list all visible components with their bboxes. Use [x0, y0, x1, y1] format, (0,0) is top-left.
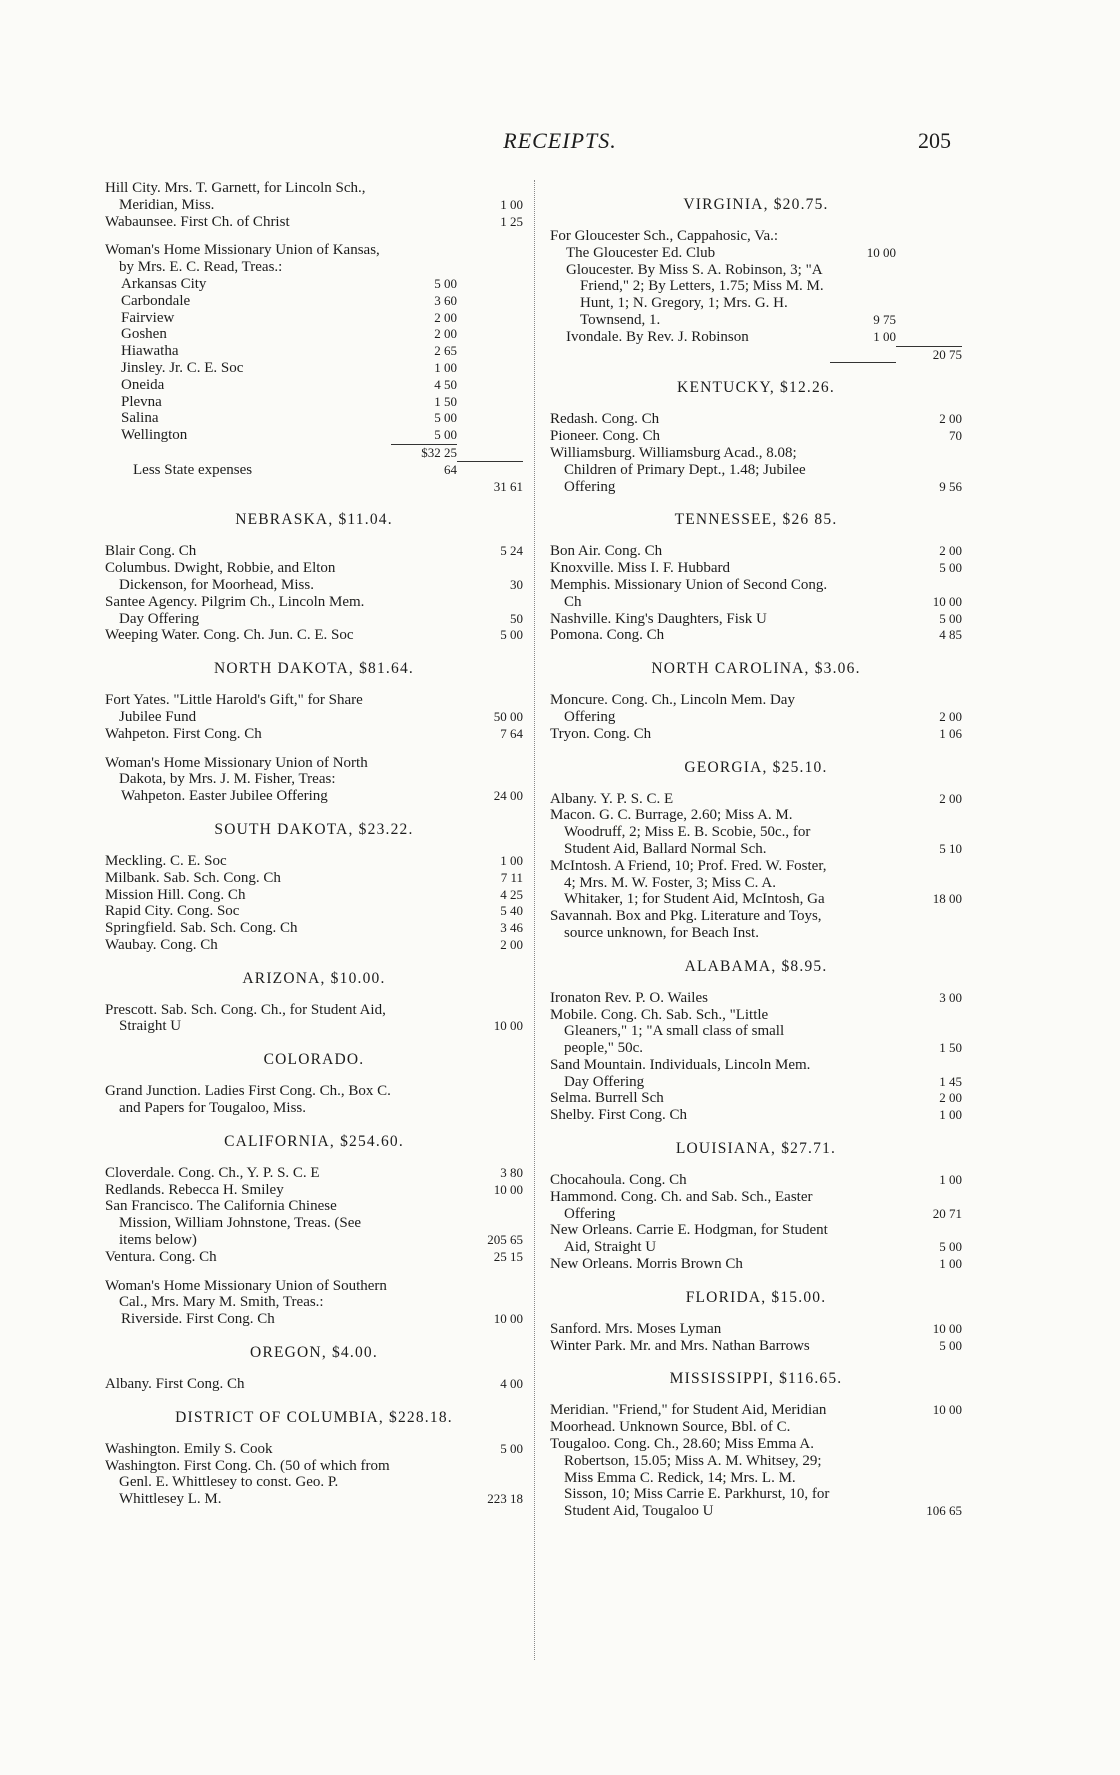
entry-text: Sanford. Mrs. Moses Lyman: [550, 1320, 722, 1337]
entry-amount: 4 00: [500, 1376, 523, 1392]
entry-amount: 10 00: [932, 1402, 962, 1418]
right-column: [550, 180, 962, 1520]
receipt-entry: [550, 228, 962, 245]
receipt-entry: [105, 410, 523, 427]
entry-subamount: 10 00: [866, 244, 896, 260]
state-heading: CALIFORNIA, $254.60.: [224, 1132, 404, 1150]
receipt-entry: [550, 627, 962, 644]
receipt-entry: [105, 310, 523, 327]
receipt-entry: [550, 560, 962, 577]
receipt-entry: [550, 1402, 962, 1419]
entry-amount: 10 00: [932, 1320, 962, 1336]
entry-subamount: 5 00: [434, 275, 457, 291]
receipt-entry: [105, 1165, 523, 1182]
subtotal-row: [105, 444, 523, 462]
entry-amount: 106 65: [926, 1503, 962, 1519]
receipt-entry: [550, 543, 962, 560]
receipt-entry: [105, 1458, 523, 1508]
receipt-entry: [105, 377, 523, 394]
entry-text: Sand Mountain. Individuals, Lincoln Mem. Day Offering: [550, 1056, 811, 1090]
receipt-entry: [105, 1083, 523, 1117]
entry-amount: 5 00: [500, 1440, 523, 1456]
receipt-entry: [105, 788, 523, 805]
receipt-entry: [105, 1249, 523, 1266]
state-heading: GEORGIA, $25.10.: [684, 758, 828, 776]
receipt-entry: [550, 1256, 962, 1273]
receipt-entry: [105, 462, 523, 479]
entry-amount: 31 61: [493, 478, 523, 494]
receipt-entry: [105, 937, 523, 954]
receipt-entry: [105, 560, 523, 594]
entry-text: Mobile. Cong. Ch. Sab. Sch., "Little Gleaners," 1; "A small class of small people," 50c.: [550, 1006, 785, 1057]
entry-amount: 1 45: [939, 1073, 962, 1089]
state-heading: NEBRASKA, $11.04.: [235, 511, 393, 529]
entry-text: Prescott. Sab. Sch. Cong. Ch., for Student Aid, Straight U: [105, 1001, 386, 1035]
entry-text: Goshen: [121, 326, 167, 343]
entry-subamount: 2 00: [434, 309, 457, 325]
entry-text: Milbank. Sab. Sch. Cong. Ch: [105, 869, 281, 886]
receipt-entry: [550, 1338, 962, 1355]
entry-text: Columbus. Dwight, Robbie, and Elton Dickenson, for Moorhead, Miss.: [105, 560, 336, 593]
entry-text: Nashville. King's Daughters, Fisk U: [550, 610, 767, 627]
receipt-entry: [105, 755, 523, 789]
entry-text: Pomona. Cong. Ch: [550, 627, 665, 644]
entry-text: Wabaunsee. First Ch. of Christ: [105, 213, 290, 230]
entry-amount: 3 00: [939, 989, 962, 1005]
entry-text: Winter Park. Mr. and Mrs. Nathan Barrows: [550, 1337, 810, 1354]
entry-amount: [457, 461, 523, 462]
entry-amount: 9 56: [939, 478, 962, 494]
entry-text: Memphis. Missionary Union of Second Cong. Ch: [550, 576, 828, 610]
entry-text: Washington. Emily S. Cook: [105, 1440, 273, 1457]
receipt-entry: [550, 1189, 962, 1223]
receipt-entry: [105, 853, 523, 870]
entry-amount: 5 40: [500, 903, 523, 919]
spacer: [105, 1266, 523, 1278]
subtotal-row: [550, 346, 962, 364]
state-heading: FLORIDA, $15.00.: [685, 1288, 827, 1306]
entry-amount: 223 18: [487, 1491, 523, 1507]
entry-text: Ironaton Rev. P. O. Wailes: [550, 989, 708, 1006]
receipt-entry: [105, 360, 523, 377]
receipt-entry: [105, 427, 523, 444]
entry-text: Gloucester. By Miss S. A. Robinson, 3; "A Friend," 2; By Letters, 1.75; Miss M. M. Hunt, 1; N. Gregory, 1; Mrs. G. H. Townsend, 1.: [566, 261, 824, 328]
entry-text: Oneida: [121, 376, 165, 393]
receipt-entry: [105, 1376, 523, 1393]
entry-text: Redlands. Rebecca H. Smiley: [105, 1181, 284, 1198]
entry-text: Tryon. Cong. Ch: [550, 725, 652, 742]
receipt-entry: [550, 1172, 962, 1189]
entry-amount: 1 00: [500, 852, 523, 868]
running-title: RECEIPTS.: [503, 128, 617, 153]
entry-amount: 5 10: [939, 840, 962, 856]
receipt-entry: [105, 1198, 523, 1248]
entry-text: Weeping Water. Cong. Ch. Jun. C. E. Soc: [105, 627, 354, 644]
spacer: [105, 743, 523, 755]
entry-text: Waubay. Cong. Ch: [105, 936, 218, 953]
entry-subamount: 1 00: [434, 359, 457, 375]
entry-amount: 2 00: [939, 1090, 962, 1106]
receipt-entry: [550, 411, 962, 428]
entry-text: Hiawatha: [121, 343, 179, 360]
entry-subamount: [830, 362, 896, 363]
entry-text: Wahpeton. Easter Jubilee Offering: [121, 788, 328, 805]
entry-subamount: 4 50: [434, 376, 457, 392]
entry-text: Woman's Home Missionary Union of North Dakota, by Mrs. J. M. Fisher, Treas:: [105, 754, 368, 788]
entry-amount: 7 11: [500, 869, 523, 885]
state-heading: MISSISSIPPI, $116.65.: [669, 1370, 843, 1388]
entry-subamount: 3 60: [434, 292, 457, 308]
receipt-entry: [105, 326, 523, 343]
state-heading: LOUISIANA, $27.71.: [675, 1140, 837, 1158]
receipt-entry: [550, 858, 962, 908]
entry-amount: 70: [949, 428, 962, 444]
state-heading: COLORADO.: [263, 1051, 365, 1069]
receipt-entry: [550, 245, 962, 262]
entry-subamount: 5 00: [434, 427, 457, 443]
entry-amount: 1 25: [500, 213, 523, 229]
entry-text: Carbondale: [121, 292, 191, 309]
entry-text: Meridian. "Friend," for Student Aid, Meridian: [550, 1402, 827, 1419]
entry-subamount: 5 00: [434, 410, 457, 426]
entry-amount: 10 00: [493, 1181, 523, 1197]
entry-amount: 3 46: [500, 920, 523, 936]
receipt-entry: [550, 692, 962, 726]
entry-amount: 5 00: [939, 560, 962, 576]
entry-text: Arkansas City: [121, 275, 207, 292]
entry-subamount: 1 50: [434, 393, 457, 409]
entry-text: Tougaloo. Cong. Ch., 28.60; Miss Emma A. Robertson, 15.05; Miss A. M. Whitsey, 29; Miss Emma C. Redick, 14; Mrs. L. M. Sisson, 10; Miss Carrie E. Parkhurst, 10, for Student Aid, Tougaloo U: [550, 1436, 830, 1520]
entry-text: Salina: [121, 410, 159, 427]
receipt-entry: [105, 692, 523, 726]
entry-subamount: 64: [444, 461, 457, 477]
entry-text: Albany. First Cong. Ch: [105, 1376, 245, 1393]
entry-amount: 4 25: [500, 886, 523, 902]
receipt-entry: [105, 1278, 523, 1312]
column-divider: [534, 180, 535, 1660]
receipt-entry: [550, 262, 962, 329]
entry-text: Wahpeton. First Cong. Ch: [105, 725, 262, 742]
entry-amount: 5 00: [939, 1239, 962, 1255]
entry-text: For Gloucester Sch., Cappahosic, Va.:: [550, 228, 779, 244]
entry-text: Hill City. Mrs. T. Garnett, for Lincoln Sch., Meridian, Miss.: [105, 180, 366, 213]
entry-text: Moorhead. Unknown Source, Bbl. of C.: [550, 1419, 791, 1436]
receipt-entry: [105, 394, 523, 411]
receipt-entry: [550, 1419, 962, 1436]
entry-text: Plevna: [121, 393, 162, 410]
entry-subamount: 2 65: [434, 343, 457, 359]
entry-amount: 20 75: [896, 346, 962, 364]
receipt-entry: [105, 870, 523, 887]
entry-text: Macon. G. C. Burrage, 2.60; Miss A. M. Woodruff, 2; Miss E. B. Scobie, 50c., for Student Aid, Ballard Normal Sch.: [550, 807, 811, 857]
receipt-entry: [550, 1321, 962, 1338]
entry-amount: 3 80: [500, 1164, 523, 1180]
entry-text: Grand Junction. Ladies First Cong. Ch., Box C. and Papers for Tougaloo, Miss.: [105, 1083, 391, 1117]
receipt-entry: [550, 807, 962, 857]
entry-amount: 1 00: [939, 1256, 962, 1272]
entry-text: Woman's Home Missionary Union of Southern Cal., Mrs. Mary M. Smith, Treas.:: [105, 1277, 387, 1311]
entry-amount: 2 00: [939, 790, 962, 806]
entry-text: New Orleans. Carrie E. Hodgman, for Student Aid, Straight U: [550, 1222, 828, 1256]
entry-text: Pioneer. Cong. Ch: [550, 428, 661, 445]
receipt-entry: [105, 726, 523, 743]
receipt-entry: [105, 1002, 523, 1036]
state-heading: NORTH CAROLINA, $3.06.: [651, 660, 861, 678]
entry-text: Bon Air. Cong. Ch: [550, 543, 663, 560]
receipt-entry: [105, 180, 523, 214]
entry-amount: 1 00: [939, 1107, 962, 1123]
entry-amount: 2 00: [939, 543, 962, 559]
receipt-entry: [550, 990, 962, 1007]
entry-amount: 5 24: [500, 543, 523, 559]
receipt-entry: [105, 242, 523, 276]
page-number: 205: [918, 128, 951, 153]
receipt-entry: [550, 577, 962, 611]
entry-amount: 10 00: [493, 1311, 523, 1327]
entry-text: Blair Cong. Ch: [105, 543, 197, 560]
receipt-entry: [550, 908, 962, 942]
entry-amount: 50: [510, 610, 523, 626]
entry-subamount: 9 75: [873, 311, 896, 327]
entry-text: Hammond. Cong. Ch. and Sab. Sch., Easter Offering: [550, 1188, 813, 1222]
receipt-entry: [105, 594, 523, 628]
entry-amount: 30: [510, 576, 523, 592]
state-heading: ARIZONA, $10.00.: [242, 969, 386, 987]
state-heading: OREGON, $4.00.: [250, 1344, 378, 1362]
entry-text: The Gloucester Ed. Club: [566, 244, 716, 261]
left-column: [105, 180, 523, 1508]
state-heading: VIRGINIA, $20.75.: [683, 196, 829, 213]
entry-text: Savannah. Box and Pkg. Literature and Toys, source unknown, for Beach Inst.: [550, 908, 822, 941]
entry-amount: 205 65: [487, 1232, 523, 1248]
receipt-entry: [105, 543, 523, 560]
entry-subamount: 2 00: [434, 326, 457, 342]
receipt-entry: [105, 1441, 523, 1458]
entry-text: Springfield. Sab. Sch. Cong. Ch: [105, 920, 298, 937]
receipt-entry: [105, 920, 523, 937]
entry-text: Mission Hill. Cong. Ch: [105, 886, 246, 903]
receipt-entry: [550, 1007, 962, 1057]
entry-text: Shelby. First Cong. Ch: [550, 1107, 687, 1124]
entry-amount: 2 00: [939, 411, 962, 427]
entry-amount: 24 00: [493, 788, 523, 804]
entry-text: Santee Agency. Pilgrim Ch., Lincoln Mem. Day Offering: [105, 593, 365, 627]
receipt-entry: [550, 428, 962, 445]
receipt-entry: [550, 1222, 962, 1256]
entry-text: Less State expenses: [133, 461, 253, 478]
receipt-entry: [105, 479, 523, 496]
entry-text: Jinsley. Jr. C. E. Soc: [121, 359, 244, 376]
entry-text: Williamsburg. Williamsburg Acad., 8.08; Children of Primary Dept., 1.48; Jubilee Offering: [550, 444, 806, 495]
entry-amount: 2 00: [500, 936, 523, 952]
receipt-entry: [550, 611, 962, 628]
entry-amount: 10 00: [493, 1018, 523, 1034]
state-heading: ALABAMA, $8.95.: [684, 957, 828, 975]
spacer: [105, 230, 523, 242]
entry-text: Redash. Cong. Ch: [550, 411, 660, 428]
entry-amount: 18 00: [932, 891, 962, 907]
entry-amount: 1 00: [939, 1172, 962, 1188]
entry-subamount: $32 25: [391, 444, 457, 462]
receipt-entry: [105, 1311, 523, 1328]
entry-text: Riverside. First Cong. Ch: [121, 1311, 275, 1328]
entry-text: Knoxville. Miss I. F. Hubbard: [550, 560, 731, 577]
receipt-entry: [105, 214, 523, 231]
entry-text: Fort Yates. "Little Harold's Gift," for Share Jubilee Fund: [105, 692, 363, 725]
receipt-entry: [105, 627, 523, 644]
receipt-entry: [550, 445, 962, 495]
entry-amount: 1 06: [939, 725, 962, 741]
state-heading: TENNESSEE, $26 85.: [674, 511, 838, 529]
entry-amount: 20 71: [932, 1205, 962, 1221]
entry-text: San Francisco. The California Chinese Mission, William Johnstone, Treas. (See items below): [105, 1198, 362, 1249]
entry-subamount: 1 00: [873, 328, 896, 344]
entry-text: Moncure. Cong. Ch., Lincoln Mem. Day Offering: [550, 692, 795, 725]
receipt-entry: [105, 1182, 523, 1199]
entry-amount: 2 00: [939, 708, 962, 724]
entry-text: Albany. Y. P. S. C. E: [550, 790, 674, 807]
receipt-entry: [105, 887, 523, 904]
receipt-entry: [550, 791, 962, 808]
entry-text: McIntosh. A Friend, 10; Prof. Fred. W. Foster, 4; Mrs. M. W. Foster, 3; Miss C. A. Whitaker, 1; for Student Aid, McIntosh, Ga: [550, 857, 827, 908]
entry-amount: 7 64: [500, 725, 523, 741]
receipt-entry: [550, 726, 962, 743]
entry-amount: 5 00: [939, 610, 962, 626]
state-heading: SOUTH DAKOTA, $23.22.: [214, 820, 414, 838]
entry-text: Chocahoula. Cong. Ch: [550, 1172, 687, 1189]
entry-amount: 10 00: [932, 593, 962, 609]
entry-amount: 50 00: [493, 708, 523, 724]
entry-amount: 1 00: [500, 196, 523, 212]
receipt-entry: [105, 293, 523, 310]
state-heading: NORTH DAKOTA, $81.64.: [214, 660, 414, 678]
entry-text: Washington. First Cong. Ch. (50 of which from Genl. E. Whittlesey to const. Geo. P. Whittlesey L. M.: [105, 1457, 390, 1508]
receipt-entry: [105, 903, 523, 920]
receipt-entry: [550, 1436, 962, 1520]
receipt-entry: [105, 343, 523, 360]
receipt-entry: [550, 1107, 962, 1124]
entry-amount: 5 00: [500, 627, 523, 643]
entry-text: Selma. Burrell Sch: [550, 1090, 664, 1107]
entry-amount: 1 50: [939, 1040, 962, 1056]
entry-text: Rapid City. Cong. Soc: [105, 903, 240, 920]
entry-amount: 4 85: [939, 627, 962, 643]
entry-text: Woman's Home Missionary Union of Kansas, by Mrs. E. C. Read, Treas.:: [105, 242, 380, 276]
entry-amount: 5 00: [939, 1337, 962, 1353]
entry-text: New Orleans. Morris Brown Ch: [550, 1256, 743, 1273]
receipt-entry: [550, 1057, 962, 1091]
receipt-entry: [105, 276, 523, 293]
state-heading: DISTRICT OF COLUMBIA, $228.18.: [175, 1408, 453, 1426]
entry-amount: 25 15: [493, 1248, 523, 1264]
entry-text: Wellington: [121, 427, 188, 444]
entry-text: Ivondale. By Rev. J. Robinson: [566, 328, 749, 345]
receipt-entry: [550, 1090, 962, 1107]
entry-text: Cloverdale. Cong. Ch., Y. P. S. C. E: [105, 1164, 320, 1181]
entry-text: Fairview: [121, 309, 175, 326]
state-heading: KENTUCKY, $12.26.: [677, 379, 835, 397]
entry-text: Ventura. Cong. Ch: [105, 1248, 217, 1265]
entry-text: Meckling. C. E. Soc: [105, 852, 227, 869]
receipt-entry: [550, 329, 962, 346]
